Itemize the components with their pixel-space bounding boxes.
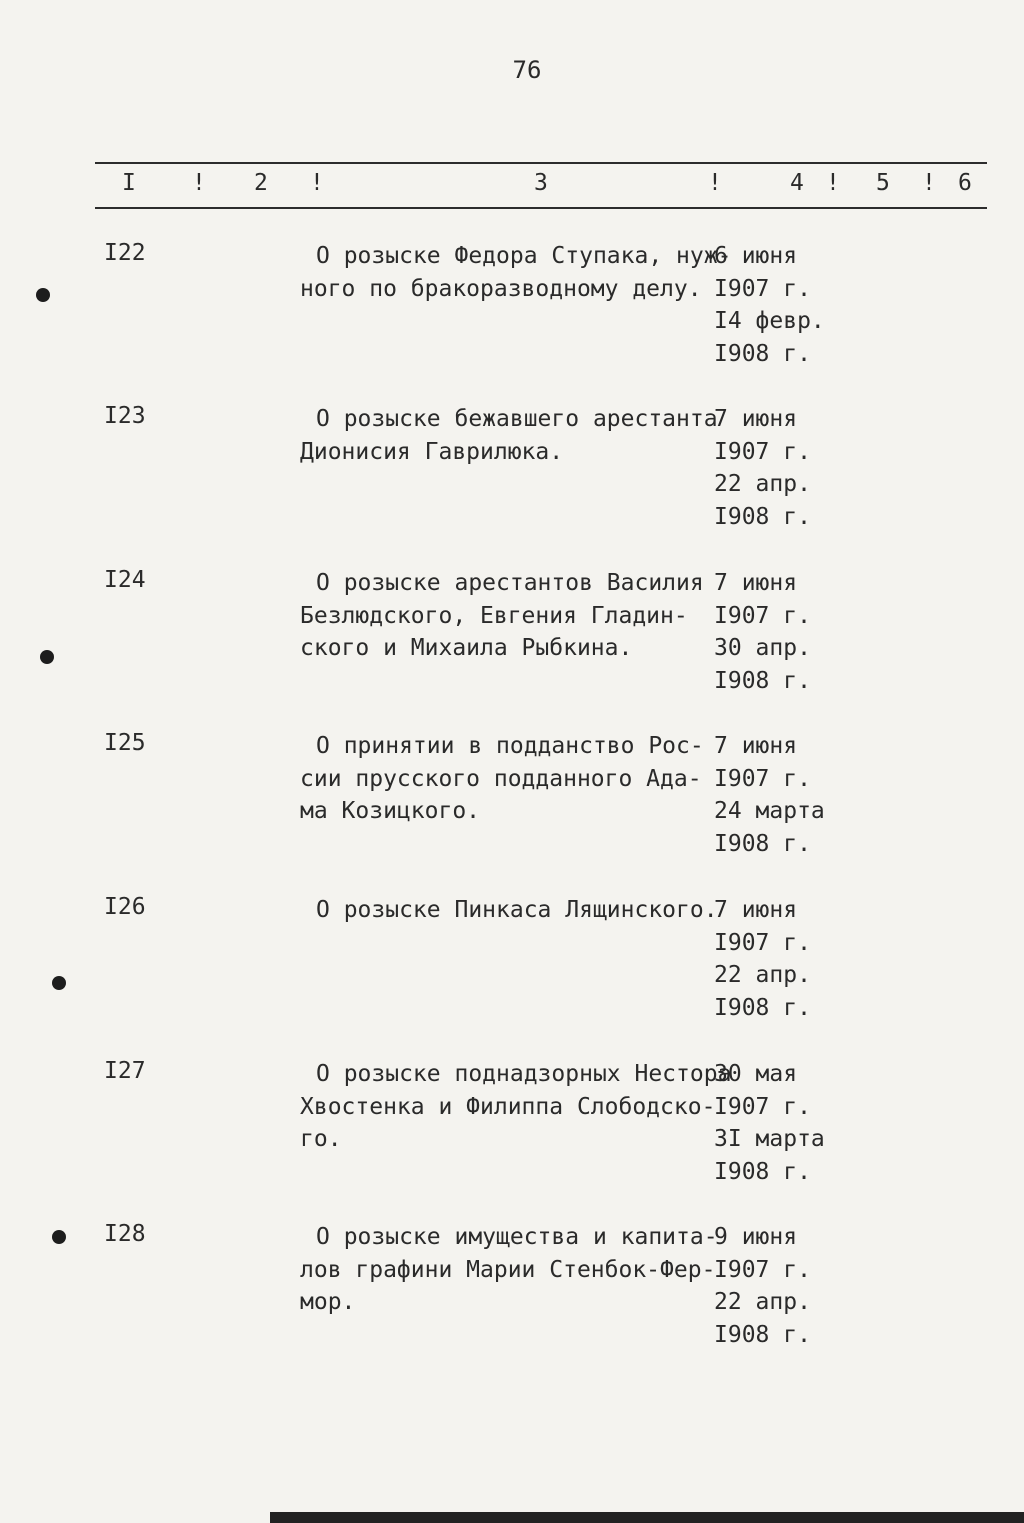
table-row <box>0 1058 1024 1208</box>
date-line: 22 апр. <box>714 471 811 497</box>
date-line: I908 г. <box>714 340 811 367</box>
table-row <box>0 1221 1024 1371</box>
date-line: 7 июня <box>714 733 798 759</box>
description-line: О розыске поднадзорных Нестора <box>316 1061 732 1087</box>
description-line: сии прусского подданного Ада- <box>300 765 702 792</box>
date-line: 22 апр. <box>714 1289 811 1315</box>
date-line: I907 г. <box>714 1256 811 1283</box>
entry-number: I22 <box>104 240 146 266</box>
date-line: I908 г. <box>714 830 811 857</box>
header-col-2: 2 <box>254 170 268 196</box>
entry-description <box>300 403 718 468</box>
description-line: мор. <box>300 1289 356 1315</box>
table-row <box>0 567 1024 717</box>
date-line: I908 г. <box>714 1158 811 1185</box>
header-separator: ! <box>708 170 722 196</box>
entry-number: I23 <box>104 403 146 429</box>
entry-description <box>300 567 715 665</box>
header-col-1: I <box>122 170 136 196</box>
date-line: 30 апр. <box>714 635 811 661</box>
description-line: Хвостенка и Филиппа Слободско- <box>300 1093 716 1120</box>
date-line: I908 г. <box>714 1321 811 1348</box>
date-line: 7 июня <box>714 406 798 432</box>
description-line: О розыске имущества и капита- <box>316 1224 718 1250</box>
entry-dates <box>714 894 811 1024</box>
entry-number: I27 <box>104 1058 146 1084</box>
date-line: 9 июня <box>714 1224 798 1250</box>
entry-number: I26 <box>104 894 146 920</box>
header-col-3: 3 <box>534 170 548 196</box>
punch-hole <box>36 288 50 302</box>
punch-hole <box>40 650 54 664</box>
date-line: 3I марта <box>714 1126 825 1152</box>
entry-description <box>300 1058 732 1156</box>
date-line: I908 г. <box>714 994 811 1021</box>
description-line: О розыске арестантов Василия <box>316 570 704 596</box>
description-line: ного по бракоразводному делу. <box>300 275 702 302</box>
date-line: I908 г. <box>714 667 811 694</box>
entry-dates <box>714 1058 825 1188</box>
entry-number: I25 <box>104 730 146 756</box>
description-line: Дионисия Гаврилюка. <box>300 438 564 465</box>
date-line: I4 февр. <box>714 308 825 334</box>
table-row <box>0 240 1024 390</box>
date-line: I907 г. <box>714 929 811 956</box>
date-line: I908 г. <box>714 503 811 530</box>
date-line: 7 июня <box>714 897 798 923</box>
description-line: О розыске Федора Ступака, нуж- <box>316 243 732 269</box>
header-separator: ! <box>826 170 840 196</box>
entry-description <box>300 1221 718 1319</box>
description-line: ма Козицкого. <box>300 798 481 824</box>
date-line: 6 июня <box>714 243 798 269</box>
header-col-6: 6 <box>958 170 972 196</box>
entry-description <box>300 730 715 828</box>
entry-dates <box>714 403 811 533</box>
header-separator: ! <box>922 170 936 196</box>
description-line: го. <box>300 1126 342 1152</box>
date-line: 7 июня <box>714 570 798 596</box>
table-row <box>0 403 1024 553</box>
date-line: I907 г. <box>714 765 811 792</box>
entry-dates <box>714 730 825 860</box>
date-line: 24 марта <box>714 798 825 824</box>
description-line: О розыске бежавшего арестанта <box>316 406 718 432</box>
header-col-5: 5 <box>876 170 890 196</box>
date-line: 30 мая <box>714 1061 798 1087</box>
description-line: лов графини Марии Стенбок-Фер- <box>300 1256 716 1283</box>
entry-dates <box>714 240 825 370</box>
entry-dates <box>714 567 811 697</box>
table-row <box>0 730 1024 880</box>
description-line: О принятии в подданство Рос- <box>316 733 704 759</box>
table-row <box>0 894 1024 1044</box>
header-separator: ! <box>192 170 206 196</box>
entry-dates <box>714 1221 811 1351</box>
header-separator: ! <box>310 170 324 196</box>
date-line: 22 апр. <box>714 962 811 988</box>
table-header-rule <box>95 207 987 209</box>
header-col-4: 4 <box>790 170 804 196</box>
entry-description <box>300 240 732 305</box>
date-line: I907 г. <box>714 1093 811 1120</box>
table-top-rule <box>95 162 987 164</box>
entry-description <box>300 894 718 927</box>
punch-hole <box>52 1230 66 1244</box>
date-line: I907 г. <box>714 602 811 629</box>
description-line: Безлюдского, Евгения Гладин- <box>300 602 688 629</box>
date-line: I907 г. <box>714 275 811 302</box>
entry-number: I28 <box>104 1221 146 1247</box>
punch-hole <box>52 976 66 990</box>
entry-number: I24 <box>104 567 146 593</box>
description-line: ского и Михаила Рыбкина. <box>300 635 633 661</box>
page-number: 76 <box>512 56 542 84</box>
date-line: I907 г. <box>714 438 811 465</box>
scan-edge <box>270 1512 1024 1523</box>
description-line: О розыске Пинкаса Лящинского. <box>316 897 718 923</box>
